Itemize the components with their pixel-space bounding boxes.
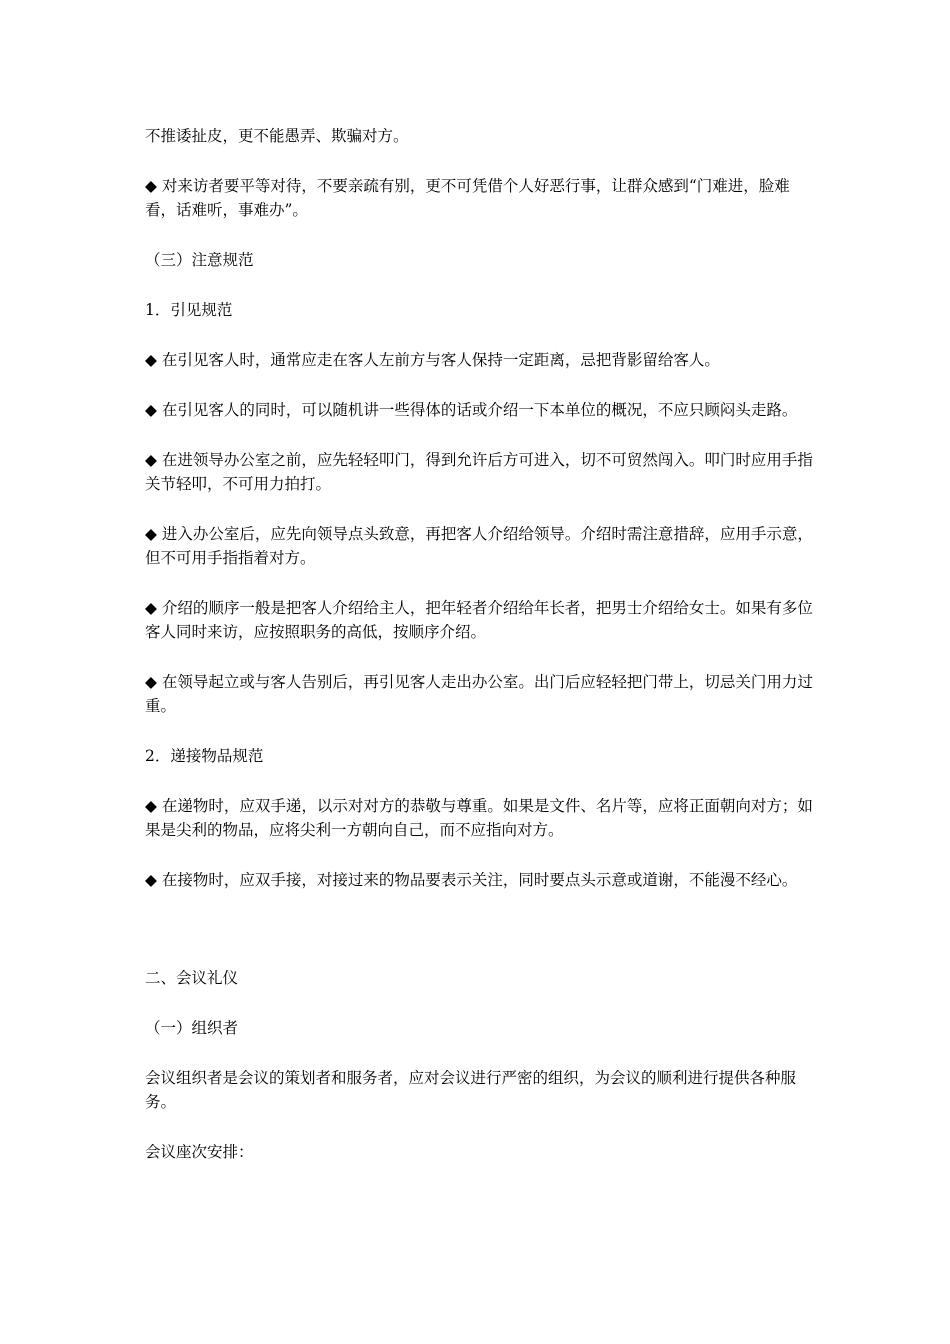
section-heading: （一）组织者: [145, 1019, 239, 1037]
bullet-paragraph: ◆ 对来访者要平等对待，不要亲疏有别，更不可凭借个人好恶行事，让群众感到“门难进，脸难看，话难听，事难办”。: [145, 177, 790, 219]
subsection-heading: 1．引见规范: [145, 301, 233, 319]
paragraph: 会议座次安排：: [145, 1143, 254, 1161]
bullet-paragraph: ◆ 在递物时，应双手递，以示对对方的恭敬与尊重。如果是文件、名片等，应将正面朝向对方；如果是尖利的物品，应将尖利一方朝向自己，而不应指向对方。: [145, 797, 813, 839]
chapter-heading: 二、会议礼仪: [145, 969, 239, 987]
bullet-paragraph: ◆ 在引见客人的同时，可以随机讲一些得体的话或介绍一下本单位的概况，不应只顾闷头走路。: [145, 401, 798, 419]
document-body: [145, 124, 817, 1190]
bullet-paragraph: ◆ 介绍的顺序一般是把客人介绍给主人，把年轻者介绍给年长者，把男士介绍给女士。如果有多位客人同时来访，应按照职务的高低，按顺序介绍。: [145, 599, 813, 641]
paragraph: 不推诿扯皮，更不能愚弄、欺骗对方。: [145, 127, 409, 145]
bullet-paragraph: ◆ 进入办公室后，应先向领导点头致意，再把客人介绍给领导。介绍时需注意措辞，应用手示意，但不可用手指指着对方。: [145, 525, 813, 567]
section-spacer: [145, 918, 817, 966]
bullet-paragraph: ◆ 在进领导办公室之前，应先轻轻叩门，得到允许后方可进入，切不可贸然闯入。叩门时应用手指关节轻叩，不可用力拍打。: [145, 451, 813, 493]
section-heading: （三）注意规范: [145, 251, 254, 269]
bullet-paragraph: ◆ 在领导起立或与客人告别后，再引见客人走出办公室。出门后应轻轻把门带上，切忌关门用力过重。: [145, 673, 813, 715]
bullet-paragraph: ◆ 在接物时，应双手接，对接过来的物品要表示关注，同时要点头示意或道谢，不能漫不经心。: [145, 871, 798, 889]
paragraph: 会议组织者是会议的策划者和服务者，应对会议进行严密的组织，为会议的顺利进行提供各种服务。: [145, 1069, 797, 1111]
subsection-heading: 2．递接物品规范: [145, 747, 264, 765]
bullet-paragraph: ◆ 在引见客人时，通常应走在客人左前方与客人保持一定距离，忌把背影留给客人。: [145, 351, 720, 369]
